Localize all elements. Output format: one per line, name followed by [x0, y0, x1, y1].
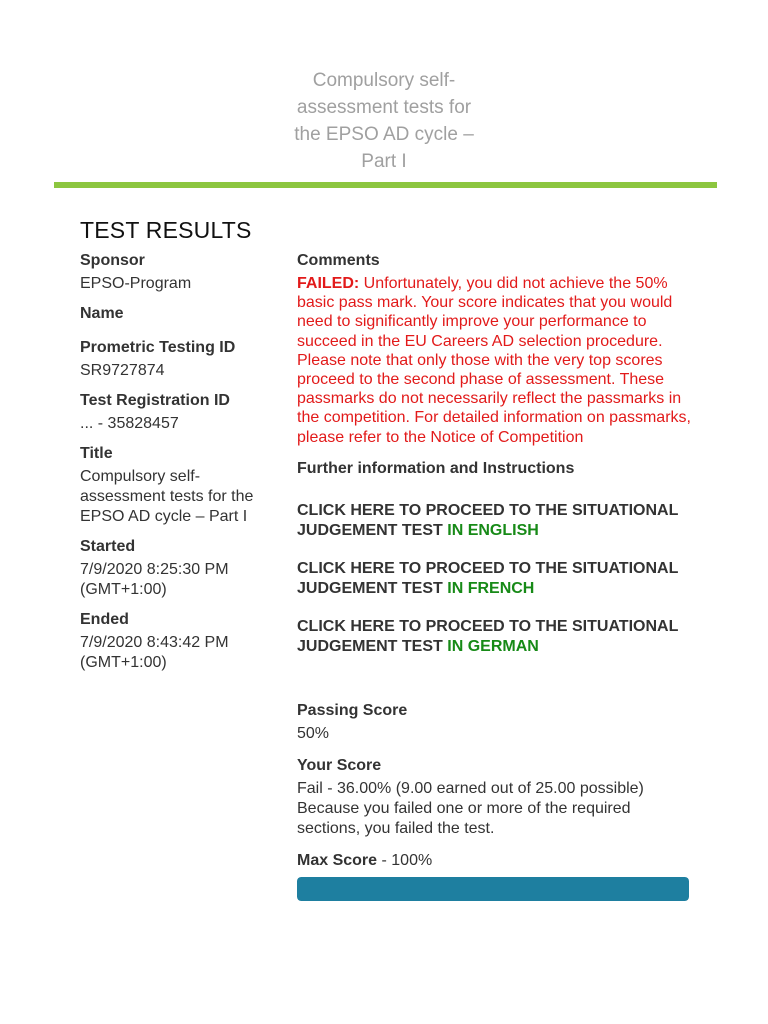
comments-label: Comments	[297, 252, 380, 269]
sjt-link-lang: IN FRENCH	[447, 579, 535, 597]
your-score-label: Your Score	[297, 756, 382, 774]
failed-label: FAILED:	[297, 275, 360, 292]
sjt-link-text: CLICK HERE TO PROCEED TO THE SITUATIONAL JUDGEMENT TEST	[297, 617, 679, 655]
field-label: Ended	[80, 611, 129, 628]
sjt-link-german[interactable]	[297, 617, 697, 657]
your-score	[297, 756, 697, 839]
field-prometric-id	[80, 338, 270, 381]
field-value: SR9727874	[80, 362, 165, 379]
your-score-note: Because you failed one or more of the required sections, you failed the test.	[297, 799, 631, 837]
field-registration-id	[80, 391, 270, 434]
field-value: Compulsory self-assessment tests for the EPSO AD cycle – Part I	[80, 468, 254, 525]
field-name	[80, 304, 270, 324]
sjt-link-text: CLICK HERE TO PROCEED TO THE SITUATIONAL JUDGEMENT TEST	[297, 559, 679, 597]
sjt-link-text: CLICK HERE TO PROCEED TO THE SITUATIONAL JUDGEMENT TEST	[297, 501, 679, 539]
max-score	[297, 851, 697, 871]
comment-text	[297, 274, 697, 447]
further-info-label: Further information and Instructions	[297, 459, 575, 477]
field-label: Sponsor	[80, 252, 145, 269]
field-value: ... - 35828457	[80, 415, 179, 432]
sjt-link-lang: IN ENGLISH	[447, 521, 539, 539]
results-heading: TEST RESULTS	[80, 217, 252, 243]
score-progress-bar	[297, 877, 689, 901]
max-score-value: - 100%	[377, 851, 433, 869]
field-sponsor	[80, 251, 270, 294]
header-title-wrap	[0, 67, 768, 175]
score-progress-fill	[297, 877, 689, 901]
result-details	[297, 251, 697, 901]
field-title	[80, 444, 270, 527]
max-score-label: Max Score	[297, 851, 378, 869]
field-started	[80, 537, 270, 600]
field-value: 7/9/2020 8:25:30 PM (GMT+1:00)	[80, 561, 229, 598]
field-label: Prometric Testing ID	[80, 339, 236, 356]
field-value: EPSO-Program	[80, 275, 192, 292]
field-ended	[80, 610, 270, 673]
field-label: Title	[80, 445, 113, 462]
sjt-link-french[interactable]	[297, 559, 697, 599]
comment-body: Unfortunately, you did not achieve the 50% basic pass mark. Your score indicates that you would need to significantly improve your performance to succeed in the EU Careers AD selection procedure. Please note that only those with the very top scores proceed to the second phase of assessment. These passmarks do not necessarily reflect the passmarks in the competition. For detailed information on passmarks, please refer to the Notice of Competition	[297, 275, 691, 446]
field-value: 7/9/2020 8:43:42 PM (GMT+1:00)	[80, 634, 229, 671]
sjt-link-lang: IN GERMAN	[447, 637, 539, 655]
field-label: Name	[80, 305, 124, 322]
passing-score-value: 50%	[297, 724, 330, 742]
header-divider	[54, 182, 717, 188]
test-details	[80, 251, 270, 683]
passing-score-label: Passing Score	[297, 701, 408, 719]
passing-score	[297, 701, 697, 744]
field-label: Started	[80, 538, 136, 555]
page-title: Compulsory self-assessment tests for the EPSO AD cycle – Part I	[294, 70, 474, 172]
sjt-link-english[interactable]	[297, 501, 697, 541]
field-label: Test Registration ID	[80, 392, 230, 409]
your-score-value: Fail - 36.00% (9.00 earned out of 25.00 possible)	[297, 779, 644, 797]
